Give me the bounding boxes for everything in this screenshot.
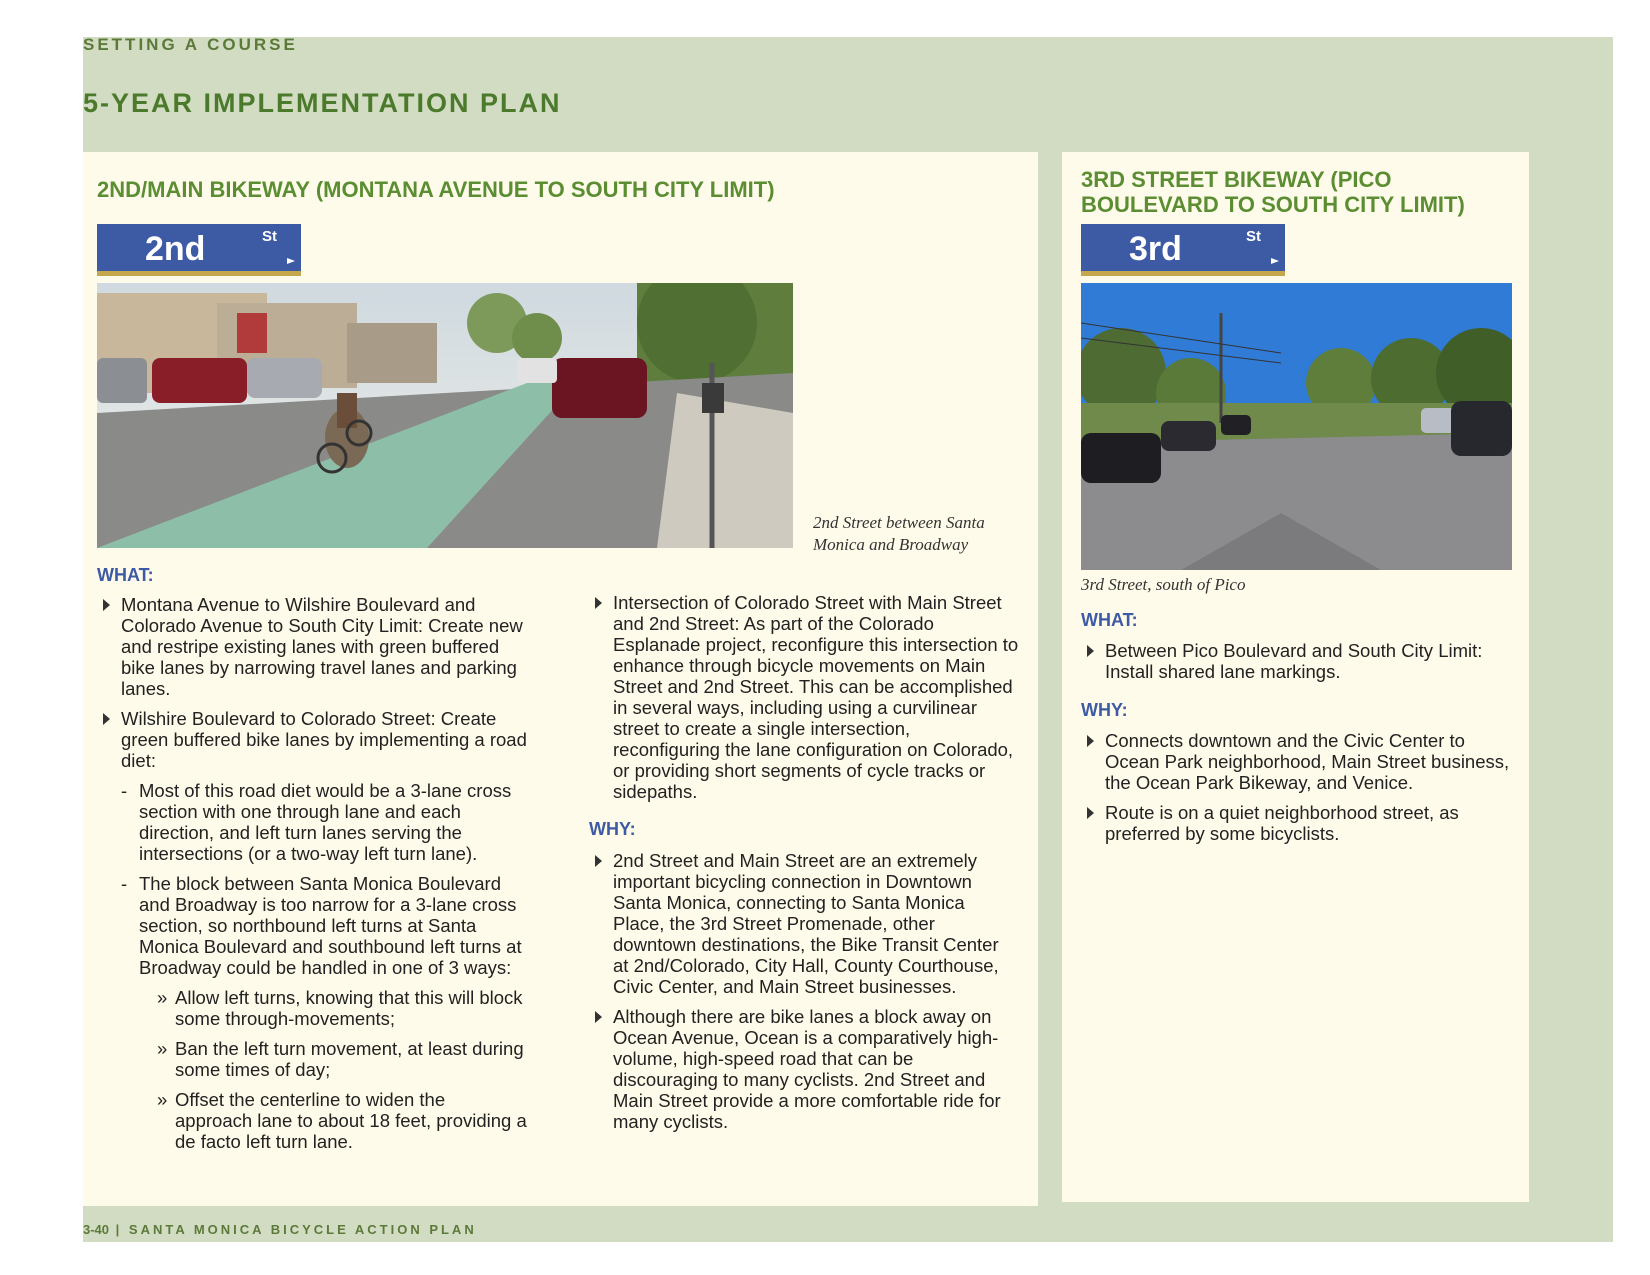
street-sign-3rd bbox=[1081, 224, 1285, 276]
list-item: Intersection of Colorado Street with Main Street and 2nd Street: As part of the Colorado Esplanade project, reconfigure this intersection to enhance through bicycle movements on Main Street and 2nd Street. This can be accomplished in several ways, including using a curvilinear street to create a single intersection, reconfiguring the lane configuration on Colorado, or providing short segments of cycle tracks or sidepaths. bbox=[589, 592, 1019, 802]
why-label-2nd: WHY: bbox=[589, 819, 636, 839]
bullet-triangle-icon bbox=[595, 1011, 602, 1023]
why-list-2nd bbox=[589, 850, 1019, 1141]
list-item: Connects downtown and the Civic Center to Ocean Park neighborhood, Main Street business, the Ocean Park Bikeway, and Venice. bbox=[1081, 730, 1511, 793]
what-label-3rd: WHAT: bbox=[1081, 610, 1138, 630]
section-kicker: SETTING A COURSE bbox=[83, 35, 298, 54]
bullet-triangle-icon bbox=[103, 599, 110, 611]
why-list-3rd bbox=[1081, 730, 1511, 853]
sign-arrow-icon bbox=[1271, 258, 1279, 264]
sub-list-item: - The block between Santa Monica Boulevard and Broadway is too narrow for a 3-lane cross section, so northbound left turns at Santa Monica Boulevard and southbound left turns at Broadway could be handled in one of 3 ways: bbox=[121, 873, 522, 978]
street-sign-name: 3rd bbox=[1129, 230, 1182, 268]
street-sign-2nd bbox=[97, 224, 301, 276]
street-sign-name: 2nd bbox=[145, 230, 206, 268]
list-item: Route is on a quiet neighborhood street, as preferred by some bicyclists. bbox=[1081, 802, 1511, 844]
sub-sub-list-item: » Offset the centerline to widen the approach lane to about 18 feet, providing a de facto left turn lane. bbox=[157, 1089, 527, 1152]
section-title-2nd-main: 2ND/MAIN BIKEWAY (MONTANA AVENUE TO SOUTH CITY LIMIT) bbox=[97, 177, 775, 202]
caption-line: 2nd Street between Santa bbox=[813, 513, 985, 532]
why-label-3rd: WHY: bbox=[1081, 700, 1128, 720]
list-item: Wilshire Boulevard to Colorado Street: Create green buffered bike lanes by implementing a road diet: bbox=[97, 708, 527, 771]
photo-caption-3rd: 3rd Street, south of Pico bbox=[1081, 575, 1246, 594]
footer-separator: | bbox=[109, 1222, 129, 1237]
photo-3rd-street bbox=[1081, 283, 1512, 570]
what-list-2nd-col1 bbox=[97, 594, 527, 1161]
section-title-3rd bbox=[1081, 167, 1465, 217]
street-sign-suffix: St bbox=[1246, 228, 1261, 245]
sign-arrow-icon bbox=[287, 258, 295, 264]
what-list-3rd bbox=[1081, 640, 1511, 691]
footer-title: SANTA MONICA BICYCLE ACTION PLAN bbox=[128, 1222, 477, 1237]
section-title-line: 3RD STREET BIKEWAY (PICO bbox=[1081, 167, 1392, 192]
bullet-triangle-icon bbox=[595, 597, 602, 609]
what-list-2nd-col2 bbox=[589, 592, 1019, 811]
street-sign-suffix: St bbox=[262, 228, 277, 245]
what-label-2nd: WHAT: bbox=[97, 565, 154, 585]
photo-2nd-street-cyclist bbox=[97, 283, 793, 548]
page-footer bbox=[83, 1222, 477, 1237]
caption-line: Monica and Broadway bbox=[813, 535, 969, 554]
photo-caption-2nd bbox=[813, 512, 985, 556]
list-item: 2nd Street and Main Street are an extremely important bicycling connection in Downtown Santa Monica, connecting to Santa Monica Place, the 3rd Street Promenade, other downtown destinations, the Bike Transit Center at 2nd/Colorado, City Hall, County Courthouse, Civic Center, and Main Street businesses. bbox=[589, 850, 1019, 997]
list-item: Between Pico Boulevard and South City Limit: Install shared lane markings. bbox=[1081, 640, 1511, 682]
sub-list-item: - Most of this road diet would be a 3-lane cross section with one through lane and each direction, and left turn lanes serving the intersections (or a two-way left turn lane). bbox=[121, 780, 512, 864]
bullet-triangle-icon bbox=[1087, 735, 1094, 747]
list-item: Montana Avenue to Wilshire Boulevard and Colorado Avenue to South City Limit: Create new and restripe existing lanes with green buffered bike lanes by narrowing travel lanes and parking lanes. bbox=[97, 594, 527, 699]
bullet-triangle-icon bbox=[103, 713, 110, 725]
page-number: 3-40 bbox=[83, 1222, 110, 1237]
sub-sub-list-item: » Allow left turns, knowing that this will block some through-movements; bbox=[157, 987, 523, 1029]
list-item: Although there are bike lanes a block away on Ocean Avenue, Ocean is a comparatively high-volume, high-speed road that can be discouraging to many cyclists. 2nd Street and Main Street provide a more comfortable ride for many cyclists. bbox=[589, 1006, 1019, 1132]
bullet-triangle-icon bbox=[595, 855, 602, 867]
page-title: 5-YEAR IMPLEMENTATION PLAN bbox=[83, 88, 562, 118]
bullet-triangle-icon bbox=[1087, 807, 1094, 819]
sub-sub-list-item: » Ban the left turn movement, at least during some times of day; bbox=[157, 1038, 524, 1080]
bullet-triangle-icon bbox=[1087, 645, 1094, 657]
section-title-line: BOULEVARD TO SOUTH CITY LIMIT) bbox=[1081, 192, 1465, 217]
